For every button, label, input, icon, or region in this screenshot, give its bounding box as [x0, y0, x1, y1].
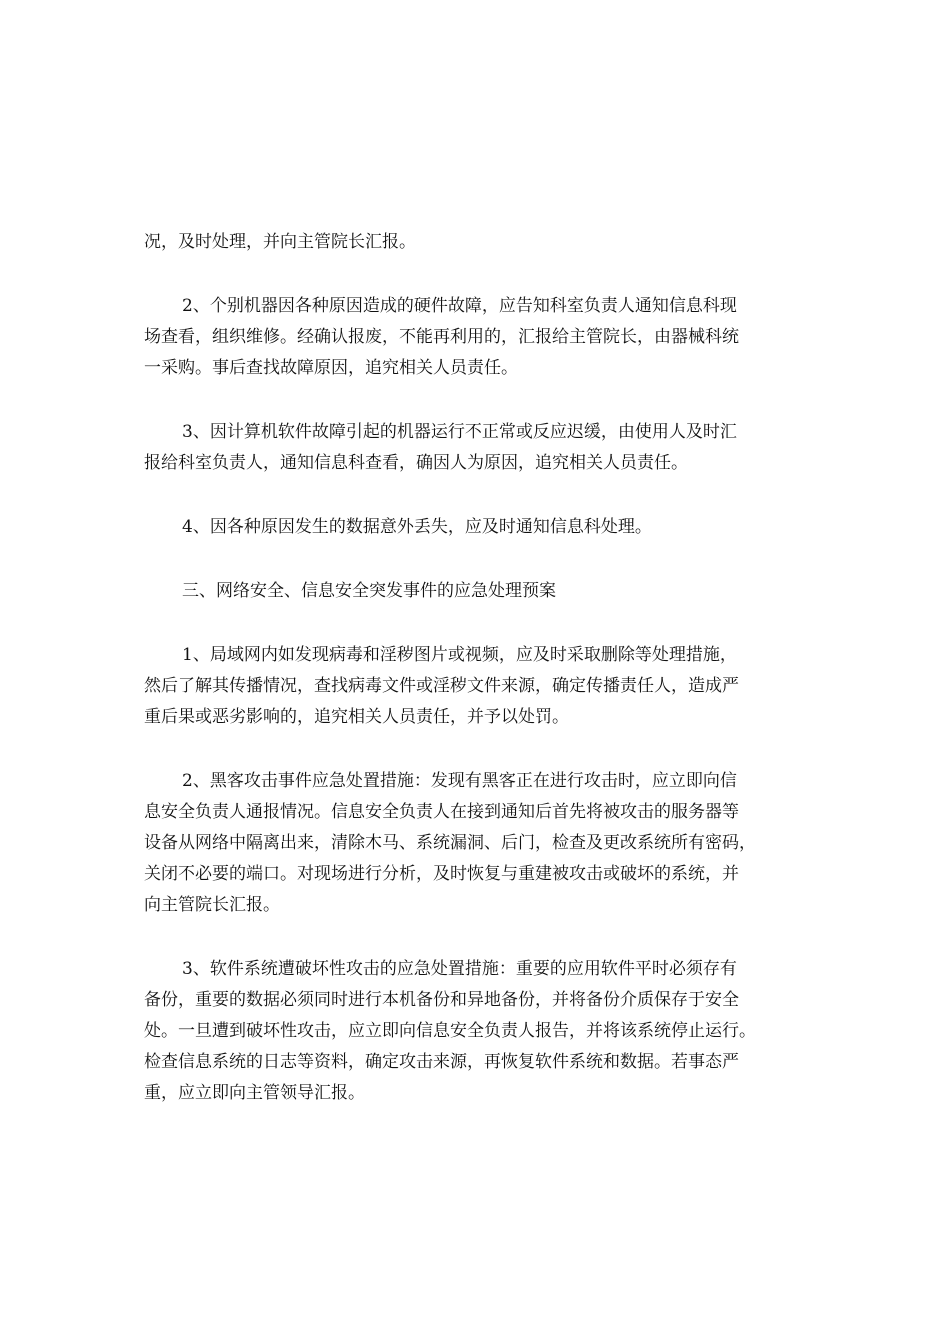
text-line: 2、黑客攻击事件应急处置措施：发现有黑客正在进行攻击时，应立即向信 [182, 771, 737, 791]
text-line: 检查信息系统的日志等资料，确定攻击来源，再恢复软件系统和数据。若事态严 [144, 1052, 739, 1072]
text-line: 况，及时处理，并向主管院长汇报。 [144, 232, 416, 252]
paragraph-continuation [144, 227, 810, 258]
document-body [144, 227, 810, 1109]
text-line: 一采购。事后查找故障原因，追究相关人员责任。 [144, 358, 518, 378]
text-line: 场查看，组织维修。经确认报废，不能再利用的，汇报给主管院长，由器械科统 [144, 327, 739, 347]
text-line: 报给科室负责人，通知信息科查看，确因人为原因，追究相关人员责任。 [144, 453, 688, 473]
text-line: 3、因计算机软件故障引起的机器运行不正常或反应迟缓，由使用人及时汇 [182, 422, 737, 442]
text-line: 重后果或恶劣影响的，追究相关人员责任，并予以处罚。 [144, 707, 569, 727]
paragraph-hardware-fault [144, 291, 810, 384]
paragraph-software-attack [144, 954, 810, 1109]
text-line: 3、软件系统遭破坏性攻击的应急处置措施：重要的应用软件平时必须存有 [182, 959, 737, 979]
paragraph-virus-handling [144, 640, 810, 733]
text-line: 4、因各种原因发生的数据意外丢失，应及时通知信息科处理。 [182, 517, 652, 537]
text-line: 处。一旦遭到破坏性攻击，应立即向信息安全负责人报告，并将该系统停止运行。 [144, 1021, 756, 1041]
text-line: 1、局域网内如发现病毒和淫秽图片或视频，应及时采取删除等处理措施， [182, 645, 737, 665]
text-line: 设备从网络中隔离出来，清除木马、系统漏洞、后门，检查及更改系统所有密码， [144, 833, 756, 853]
text-line: 备份，重要的数据必须同时进行本机备份和异地备份，并将备份介质保存于安全 [144, 990, 739, 1010]
text-line: 向主管院长汇报。 [144, 895, 280, 915]
paragraph-software-fault [144, 417, 810, 479]
paragraph-data-loss [144, 512, 810, 543]
text-line: 重，应立即向主管领导汇报。 [144, 1083, 365, 1103]
text-line: 关闭不必要的端口。对现场进行分析，及时恢复与重建被攻击或破坏的系统，并 [144, 864, 739, 884]
text-line: 三、网络安全、信息安全突发事件的应急处理预案 [182, 581, 556, 601]
text-line: 然后了解其传播情况，查找病毒文件或淫秽文件来源，确定传播责任人，造成严 [144, 676, 739, 696]
text-line: 2、个别机器因各种原因造成的硬件故障，应告知科室负责人通知信息科现 [182, 296, 737, 316]
paragraph-hacker-attack [144, 766, 810, 921]
text-line: 息安全负责人通报情况。信息安全负责人在接到通知后首先将被攻击的服务器等 [144, 802, 739, 822]
section-heading-network-security [144, 576, 810, 607]
